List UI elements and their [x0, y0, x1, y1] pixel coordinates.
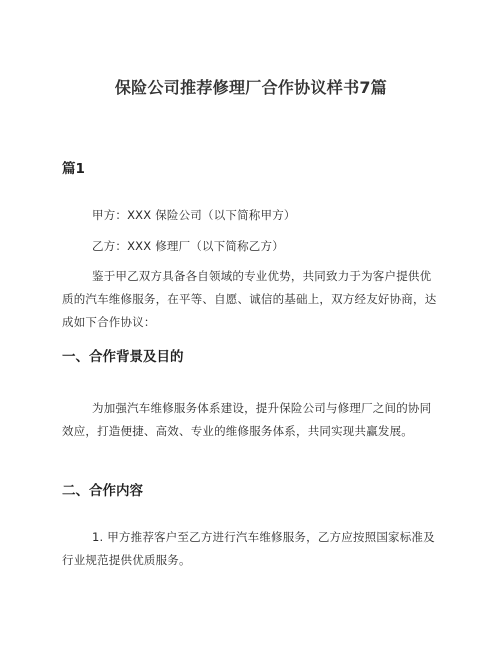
intro-paragraph: 鉴于甲乙双方具备各自领域的专业优势，共同致力于为客户提供优质的汽车维修服务，在平等、自愿、诚信的基础上，双方经友好协商，达成如下合作协议： — [62, 269, 437, 329]
section-1-heading: 一、合作背景及目的 — [62, 349, 184, 365]
party-a-paragraph: 甲方：XXX 保险公司（以下简称甲方） — [92, 208, 296, 222]
party-b-paragraph: 乙方：XXX 修理厂（以下简称乙方） — [92, 239, 284, 253]
document-title: 保险公司推荐修理厂合作协议样书7篇 — [114, 78, 388, 97]
section-1-paragraph: 为加强汽车维修服务体系建设，提升保险公司与修理厂之间的协同效应，打造便捷、高效、专业的维修服务体系，共同实现共赢发展。 — [62, 401, 432, 438]
section-2-heading: 二、合作内容 — [62, 483, 143, 499]
section-2-item-1: 1. 甲方推荐客户至乙方进行汽车维修服务，乙方应按照国家标准及行业规范提供优质服务。 — [62, 530, 435, 567]
part-heading: 篇1 — [62, 161, 85, 177]
